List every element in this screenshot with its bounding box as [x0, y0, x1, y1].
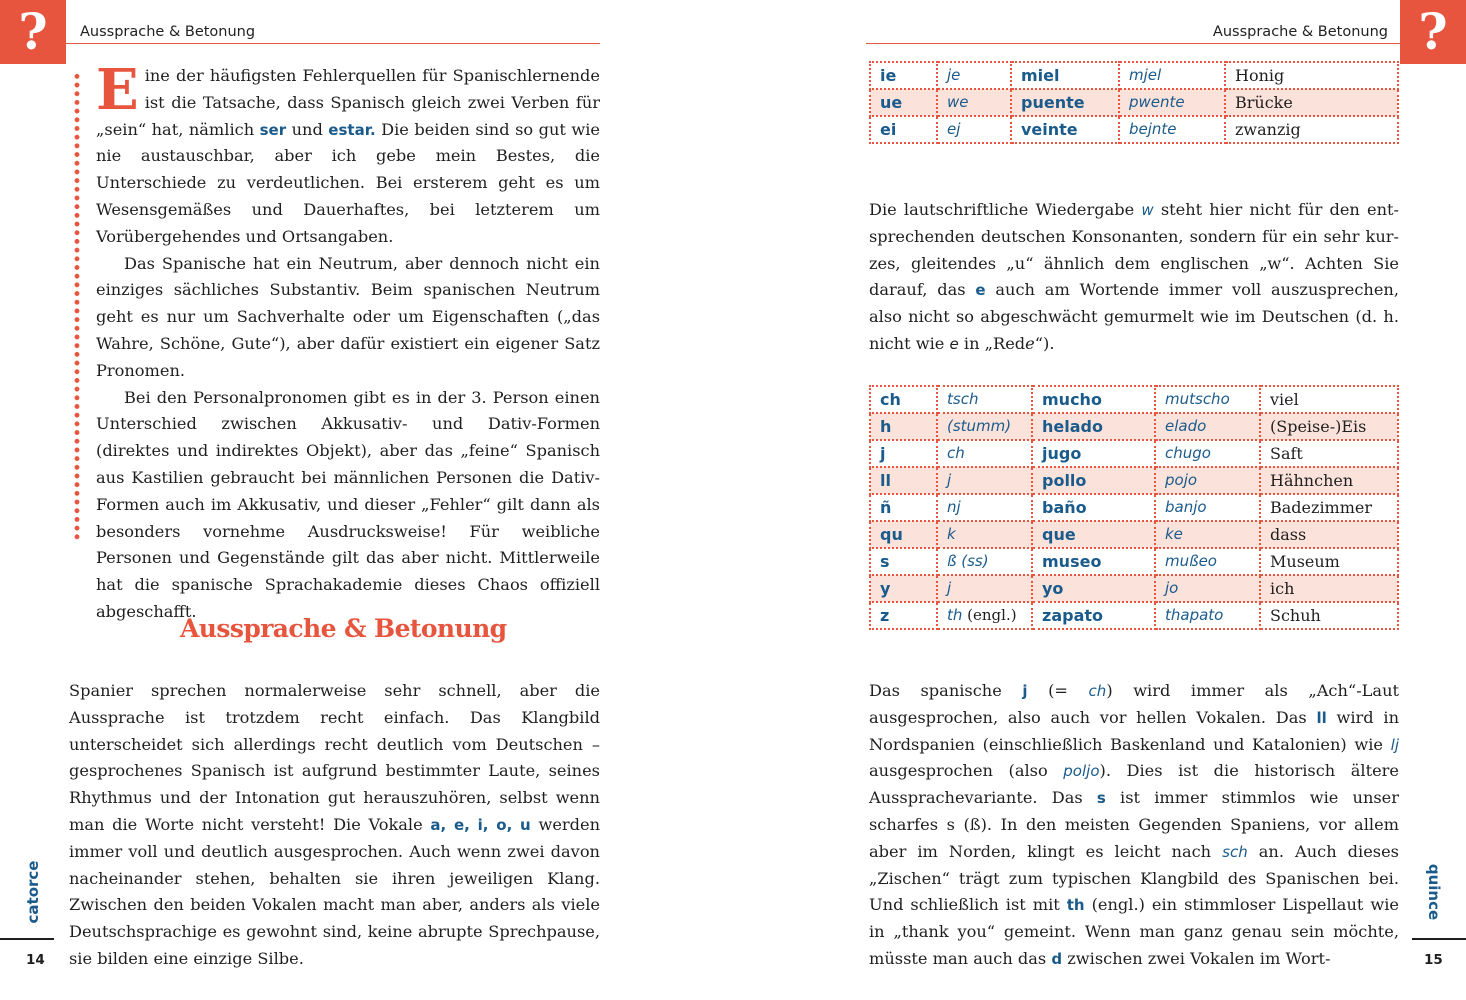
meaning-cell: dass — [1260, 521, 1398, 548]
phonetic-cell: bejnte — [1119, 116, 1225, 143]
letter-cell: ie — [870, 62, 937, 89]
letter-j: j — [1022, 682, 1028, 700]
term-ser: ser — [259, 120, 287, 139]
meaning-cell: Badezimmer — [1260, 494, 1398, 521]
sound-text: (stumm) — [947, 417, 1012, 435]
footer-rule-left — [0, 938, 54, 940]
meaning-cell: Schuh — [1260, 602, 1398, 629]
side-label-catorce: catorce — [24, 860, 42, 924]
schwa-e: e — [949, 334, 959, 353]
word-cell: puente — [1011, 89, 1119, 116]
vowels-term: a, e, i, o, u — [430, 815, 531, 834]
letter-th: th — [1066, 896, 1085, 915]
page-number-right: 15 — [1424, 952, 1443, 968]
intro-p1-text: und — [286, 119, 329, 139]
para2-text: ). Dies ist die historisch ältere Aussprachevariante. Das — [869, 761, 1399, 808]
para2-text: (engl.) ein stimmloser Lispellaut wie in „thank you“ gemeint. Wenn man ganz genau sein möchte, müsste man auch das — [869, 895, 1399, 968]
phonetic-cell: banjo — [1155, 494, 1260, 521]
letter-e: e — [975, 281, 986, 300]
sound-cell — [937, 413, 1032, 440]
rede-e: e — [1025, 333, 1035, 353]
para1-text: “). — [1034, 333, 1055, 353]
para1-text: steht hier nicht für den entsprechenden deutschen Konsonanten, sondern für ein sehr kurzes, gleitendes „u“ ähnlich dem englischen „w“. Achten Sie darauf, das — [869, 200, 1400, 300]
intro-text — [96, 57, 601, 626]
question-mark-icon: ? — [0, 0, 66, 64]
phonetic-cell: thapato — [1155, 602, 1260, 629]
meaning-cell: Hähnchen — [1260, 467, 1398, 494]
phon-w: w — [1141, 201, 1154, 219]
sound-text: tsch — [947, 390, 979, 408]
intro-p1-text: ine der häufigsten Fehlerquellen für Spanischlernende ist die Tatsache, dass Spanisch gleich zwei Verben für „sein“ hat, nämlich — [96, 66, 600, 139]
letter-cell: y — [870, 575, 937, 602]
para2-text: Das spanische — [869, 681, 1023, 700]
phonetic-cell: mjel — [1119, 62, 1225, 89]
section-heading: Aussprache & Betonung — [180, 614, 507, 643]
word-cell: que — [1032, 521, 1155, 548]
phon-ch: ch — [1088, 682, 1107, 700]
intro-p3: Bei den Personalpronomen gibt es in der 3. Person einen Unterschied zwischen Akkusativ- und Dativ-Formen (direktes und indirektes Objekt), aber das „feine“ Spanisch aus Kastilien gebraucht bei männlichen Personen die Dativ-Formen auch im Akkusativ, und dieser „Fehler“ gilt dann als besonders vornehme Ausdrucksweise! Für weibliche Personen und Gegenstände gilt das aber nicht. Mittlerweile hat die spanische Sprachakademie dieses Chaos offiziell abgeschafft. — [96, 387, 600, 621]
phonetic-cell: mutscho — [1155, 386, 1260, 413]
letter-cell: ñ — [870, 494, 937, 521]
sound-text: ch — [947, 444, 965, 462]
intro-p2: Das Spanische hat ein Neutrum, aber dennoch nicht ein einziges sächliches Substantiv. Beim spanischen Neutrum geht es nur um Sachverhalte oder um Eigenschaften („das Wahre, Schöne, Gute“), aber dafür existiert ein eigener Satz Pronomen. — [96, 253, 600, 380]
meaning-cell: Saft — [1260, 440, 1398, 467]
sound-text: ß (ss) — [947, 552, 989, 570]
meaning-cell: Honig — [1225, 62, 1398, 89]
letter-cell: s — [870, 548, 937, 575]
term-estar: estar. — [328, 120, 376, 139]
sound-cell — [937, 386, 1032, 413]
letter-cell: j — [870, 440, 937, 467]
para2-text: ) wird immer als „Ach“-Laut ausgesprochen, also auch vor hellen Vokalen. Das — [869, 681, 1399, 727]
table-row — [870, 62, 1398, 89]
page-number-left: 14 — [26, 952, 45, 968]
meaning-cell: (Speise-)Eis — [1260, 413, 1398, 440]
letter-cell: ue — [870, 89, 937, 116]
consonant-table — [869, 385, 1399, 630]
sound-cell — [937, 440, 1032, 467]
letter-d: d — [1051, 949, 1063, 968]
word-cell: mucho — [1032, 386, 1155, 413]
para2-text: ausgesprochen (also — [869, 761, 1064, 781]
header-rule-right — [866, 43, 1404, 44]
table-row — [870, 575, 1398, 602]
drop-cap: E — [96, 57, 139, 123]
table-row — [870, 467, 1398, 494]
letter-ll: ll — [1316, 708, 1327, 727]
meaning-cell: Museum — [1260, 548, 1398, 575]
running-title-left: Aussprache & Betonung — [80, 24, 256, 40]
para1-text: in „Red — [958, 333, 1026, 353]
meaning-cell: Brücke — [1225, 89, 1398, 116]
table-row — [870, 521, 1398, 548]
word-cell: jugo — [1032, 440, 1155, 467]
word-cell: museo — [1032, 548, 1155, 575]
phon-sch: sch — [1222, 842, 1248, 861]
meaning-cell: ich — [1260, 575, 1398, 602]
phonetic-cell: pwente — [1119, 89, 1225, 116]
word-cell: helado — [1032, 413, 1155, 440]
meaning-cell: viel — [1260, 386, 1398, 413]
letter-cell: z — [870, 602, 937, 629]
table-row — [870, 413, 1398, 440]
table-row — [870, 602, 1398, 629]
dotted-margin-rule — [74, 72, 80, 542]
word-cell: veinte — [1011, 116, 1119, 143]
table-row — [870, 494, 1398, 521]
phon-lj: lj — [1390, 735, 1399, 754]
intro-p1-text: Die beiden sind so gut wie nie austauschbar, aber ich gebe mein Bestes, die Unterschiede zu verdeutlichen. Bei ersterem geht es um Wesensgemäßes und Dauerhaftes, bei letzterem um Vorübergehendes und Ortsangaben. — [96, 119, 601, 246]
side-label-quince: quince — [1425, 863, 1443, 921]
word-cell: miel — [1011, 62, 1119, 89]
footer-rule-right — [1412, 938, 1466, 940]
body-text: Spanier sprechen normalerweise sehr schnell, aber die Aussprache ist trotzdem recht einfach. Das Klangbild unterscheidet sich allerdings recht deutlich vom Deutschen – gesprochenes Spanisch ist aufgrund bestimmter Laute, seines Rhythmus und der Intonation gut herauszuhören, selbst wenn man die Worte nicht versteht! Die Vokale — [69, 681, 600, 834]
sound-cell: je — [937, 62, 1011, 89]
sound-text: nj — [947, 498, 961, 516]
para2-text: zwischen zwei Vokalen im Wort- — [1062, 948, 1331, 968]
table-row — [870, 548, 1398, 575]
para1-text: Die lautschriftliche Wiedergabe — [869, 200, 1142, 219]
question-mark-icon: ? — [1400, 0, 1466, 64]
phonetic-cell: mußeo — [1155, 548, 1260, 575]
letter-cell: ll — [870, 467, 937, 494]
consonant-explanation — [869, 678, 1399, 973]
sound-cell — [937, 494, 1032, 521]
table-row — [870, 386, 1398, 413]
running-title-right: Aussprache & Betonung — [1212, 24, 1388, 40]
sound-cell — [937, 575, 1032, 602]
letter-cell: qu — [870, 521, 937, 548]
phon-poljo: poljo — [1063, 762, 1100, 781]
para2-text: wird in Nordspanien (einschließlich Baskenland und Katalonien) wie — [869, 707, 1399, 754]
phonetic-cell: chugo — [1155, 440, 1260, 467]
sound-cell — [937, 548, 1032, 575]
sound-text: j — [947, 471, 952, 489]
sound-text: j — [947, 579, 952, 597]
letter-cell: ei — [870, 116, 937, 143]
diphthong-table — [869, 61, 1399, 144]
letter-cell: ch — [870, 386, 937, 413]
phonetic-cell: pojo — [1155, 467, 1260, 494]
sound-cell — [937, 602, 1032, 629]
w-explanation — [869, 197, 1399, 358]
sound-note: (engl.) — [962, 606, 1017, 624]
para2-text: an. Auch dieses „Zischen“ trägt zum typischen Klangbild des Spanischen bei. Und schließlich ist mit — [869, 841, 1399, 915]
sound-text: th — [947, 606, 963, 624]
table-row — [870, 440, 1398, 467]
word-cell: zapato — [1032, 602, 1155, 629]
header-rule-left — [66, 43, 600, 44]
para2-text: ist immer stimmlos wie unser scharfes s (ß). In den meisten Gegenden Spaniens, vor allem aber im Norden, klingt es leicht nach — [869, 788, 1399, 861]
word-cell: yo — [1032, 575, 1155, 602]
pronunciation-body — [69, 678, 600, 973]
phonetic-cell: ke — [1155, 521, 1260, 548]
word-cell: baño — [1032, 494, 1155, 521]
word-cell: pollo — [1032, 467, 1155, 494]
table-row — [870, 116, 1398, 143]
sound-cell — [937, 467, 1032, 494]
letter-s: s — [1096, 789, 1106, 808]
phonetic-cell: jo — [1155, 575, 1260, 602]
sound-text: k — [947, 525, 956, 543]
letter-cell: h — [870, 413, 937, 440]
meaning-cell: zwanzig — [1225, 116, 1398, 143]
body-text: werden immer voll und deutlich ausgesprochen. Auch wenn zwei davon nacheinander stehen, behalten sie ihren jeweiligen Klang. Zwischen den beiden Vokalen macht man aber, anders als viele Deutschsprachige es gewohnt sind, keine abrupte Sprechpause, sie bilden eine einzige Silbe. — [69, 814, 600, 968]
sound-cell — [937, 521, 1032, 548]
para1-text: auch am Wortende immer voll auszusprechen, also nicht so abgeschwächt gemurmelt wie im Deutschen (d. h. nicht wie — [869, 280, 1399, 353]
table-row — [870, 89, 1398, 116]
phonetic-cell: elado — [1155, 413, 1260, 440]
para2-text: (= — [1027, 681, 1089, 700]
sound-cell: we — [937, 89, 1011, 116]
sound-cell: ej — [937, 116, 1011, 143]
